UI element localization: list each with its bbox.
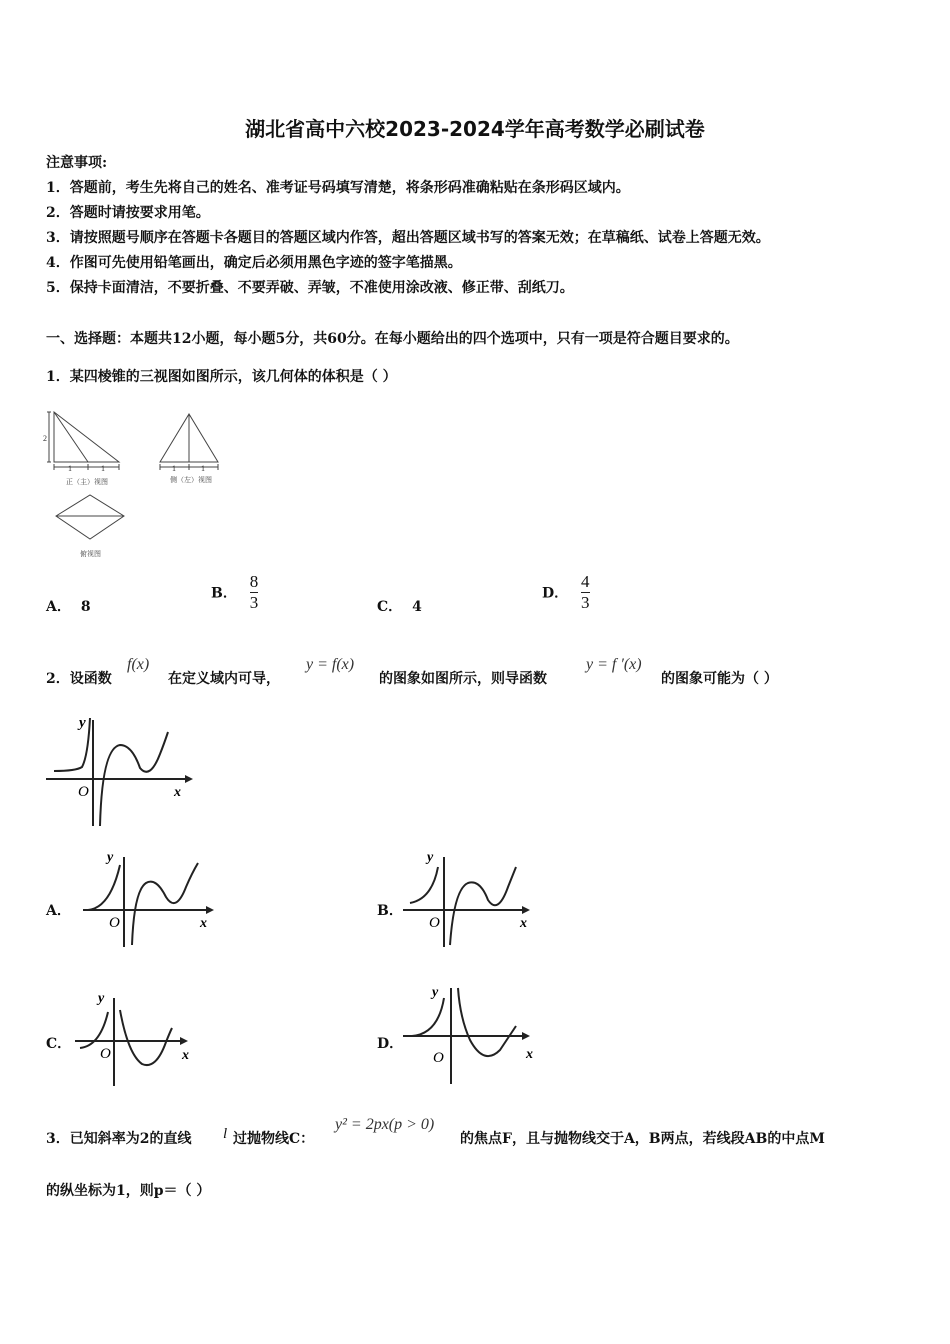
q1-option-a: A． 8 [46, 599, 91, 615]
dim-1d: 1 [201, 464, 205, 473]
q1-stem: 1．某四棱锥的三视图如图所示，该几何体的体积是（ ） [46, 369, 397, 385]
front-view-label: 正（主）视图 [66, 478, 108, 486]
three-view-figure [42, 405, 232, 563]
q3-stem-1: 3．已知斜率为2的直线 [46, 1131, 192, 1147]
q2-f1: f(x) [127, 656, 150, 673]
graph-y-label: y [79, 715, 86, 731]
a-origin-label: O [109, 915, 120, 931]
d-y-label: y [432, 985, 439, 1000]
d-x-label: x [526, 1047, 533, 1062]
notice-item-3: 3．请按照题号顺序在答题卡各题目的答题区域内作答，超出答题区域书写的答案无效；在草稿纸、试卷上答题无效。 [46, 230, 770, 246]
graph-origin-label: O [78, 784, 89, 800]
d-origin-label: O [433, 1050, 444, 1066]
q1-option-b: B． $\frac{8}{3}$ [211, 572, 259, 612]
q3-line-l: l [223, 1126, 228, 1142]
q2-option-a-label: A． [46, 903, 71, 919]
notice-heading: 注意事项: [46, 155, 108, 171]
dim-1a: 1 [68, 464, 72, 473]
notice-item-4: 4．作图可先使用铅笔画出，确定后必须用黑色字迹的签字笔描黑。 [46, 255, 462, 271]
a-y-label: y [107, 850, 114, 865]
q2-option-b-label: B． [377, 903, 403, 919]
section-heading: 一、选择题：本题共12小题，每小题5分，共60分。在每小题给出的四个选项中，只有一项是符合题目要求的。 [46, 331, 739, 347]
q2-option-b-graph [400, 845, 540, 950]
b-origin-label: O [429, 915, 440, 931]
c-origin-label: O [100, 1046, 111, 1062]
dim-1b: 1 [101, 464, 105, 473]
q2-option-d-label: D． [377, 1036, 404, 1052]
q3-equation: y² = 2px(p > 0) [335, 1116, 435, 1133]
notice-item-5: 5．保持卡面清洁，不要折叠、不要弄破、弄皱，不准使用涂改液、修正带、刮纸刀。 [46, 280, 574, 296]
q1-option-c: C． 4 [377, 599, 422, 615]
q2-option-a-graph [80, 845, 220, 950]
graph-x-label: x [174, 785, 181, 800]
q2-stem-2: 在定义域内可导， [168, 671, 280, 687]
q2-f3: y = f ′(x) [586, 656, 642, 673]
q2-option-d-graph [400, 978, 545, 1088]
c-x-label: x [182, 1048, 189, 1063]
q2-stem-3: 的图象如图所示，则导函数 [379, 671, 547, 687]
q2-option-c-label: C． [46, 1036, 72, 1052]
top-view-label: 俯视图 [80, 550, 101, 558]
q2-original-graph [40, 708, 200, 833]
q2-option-c-graph [72, 988, 202, 1088]
b-y-label: y [427, 850, 434, 865]
b-x-label: x [520, 916, 527, 931]
q3-stem-2: 过抛物线C： [233, 1131, 315, 1147]
q2-stem-1: 2．设函数 [46, 671, 112, 687]
side-view-label: 侧（左）视图 [170, 476, 212, 484]
notice-item-1: 1．答题前，考生先将自己的姓名、准考证号码填写清楚，将条形码准确粘贴在条形码区域内。 [46, 180, 630, 196]
notice-item-2: 2．答题时请按要求用笔。 [46, 205, 210, 221]
q3-stem-3: 的焦点F，且与抛物线交于A，B两点，若线段AB的中点M [460, 1131, 825, 1147]
a-x-label: x [200, 916, 207, 931]
dim-h: 2 [43, 434, 47, 443]
q3-stem-4: 的纵坐标为1，则p＝（ ） [46, 1183, 211, 1199]
q2-stem-4: 的图象可能为（ ） [661, 671, 778, 687]
q1-option-d: D． $\frac{4}{3}$ [542, 572, 590, 612]
c-y-label: y [98, 991, 105, 1006]
dim-1c: 1 [172, 464, 176, 473]
page-title: 湖北省高中六校2023-2024学年高考数学必刷试卷 [245, 117, 705, 141]
q2-f2: y = f(x) [306, 656, 355, 673]
